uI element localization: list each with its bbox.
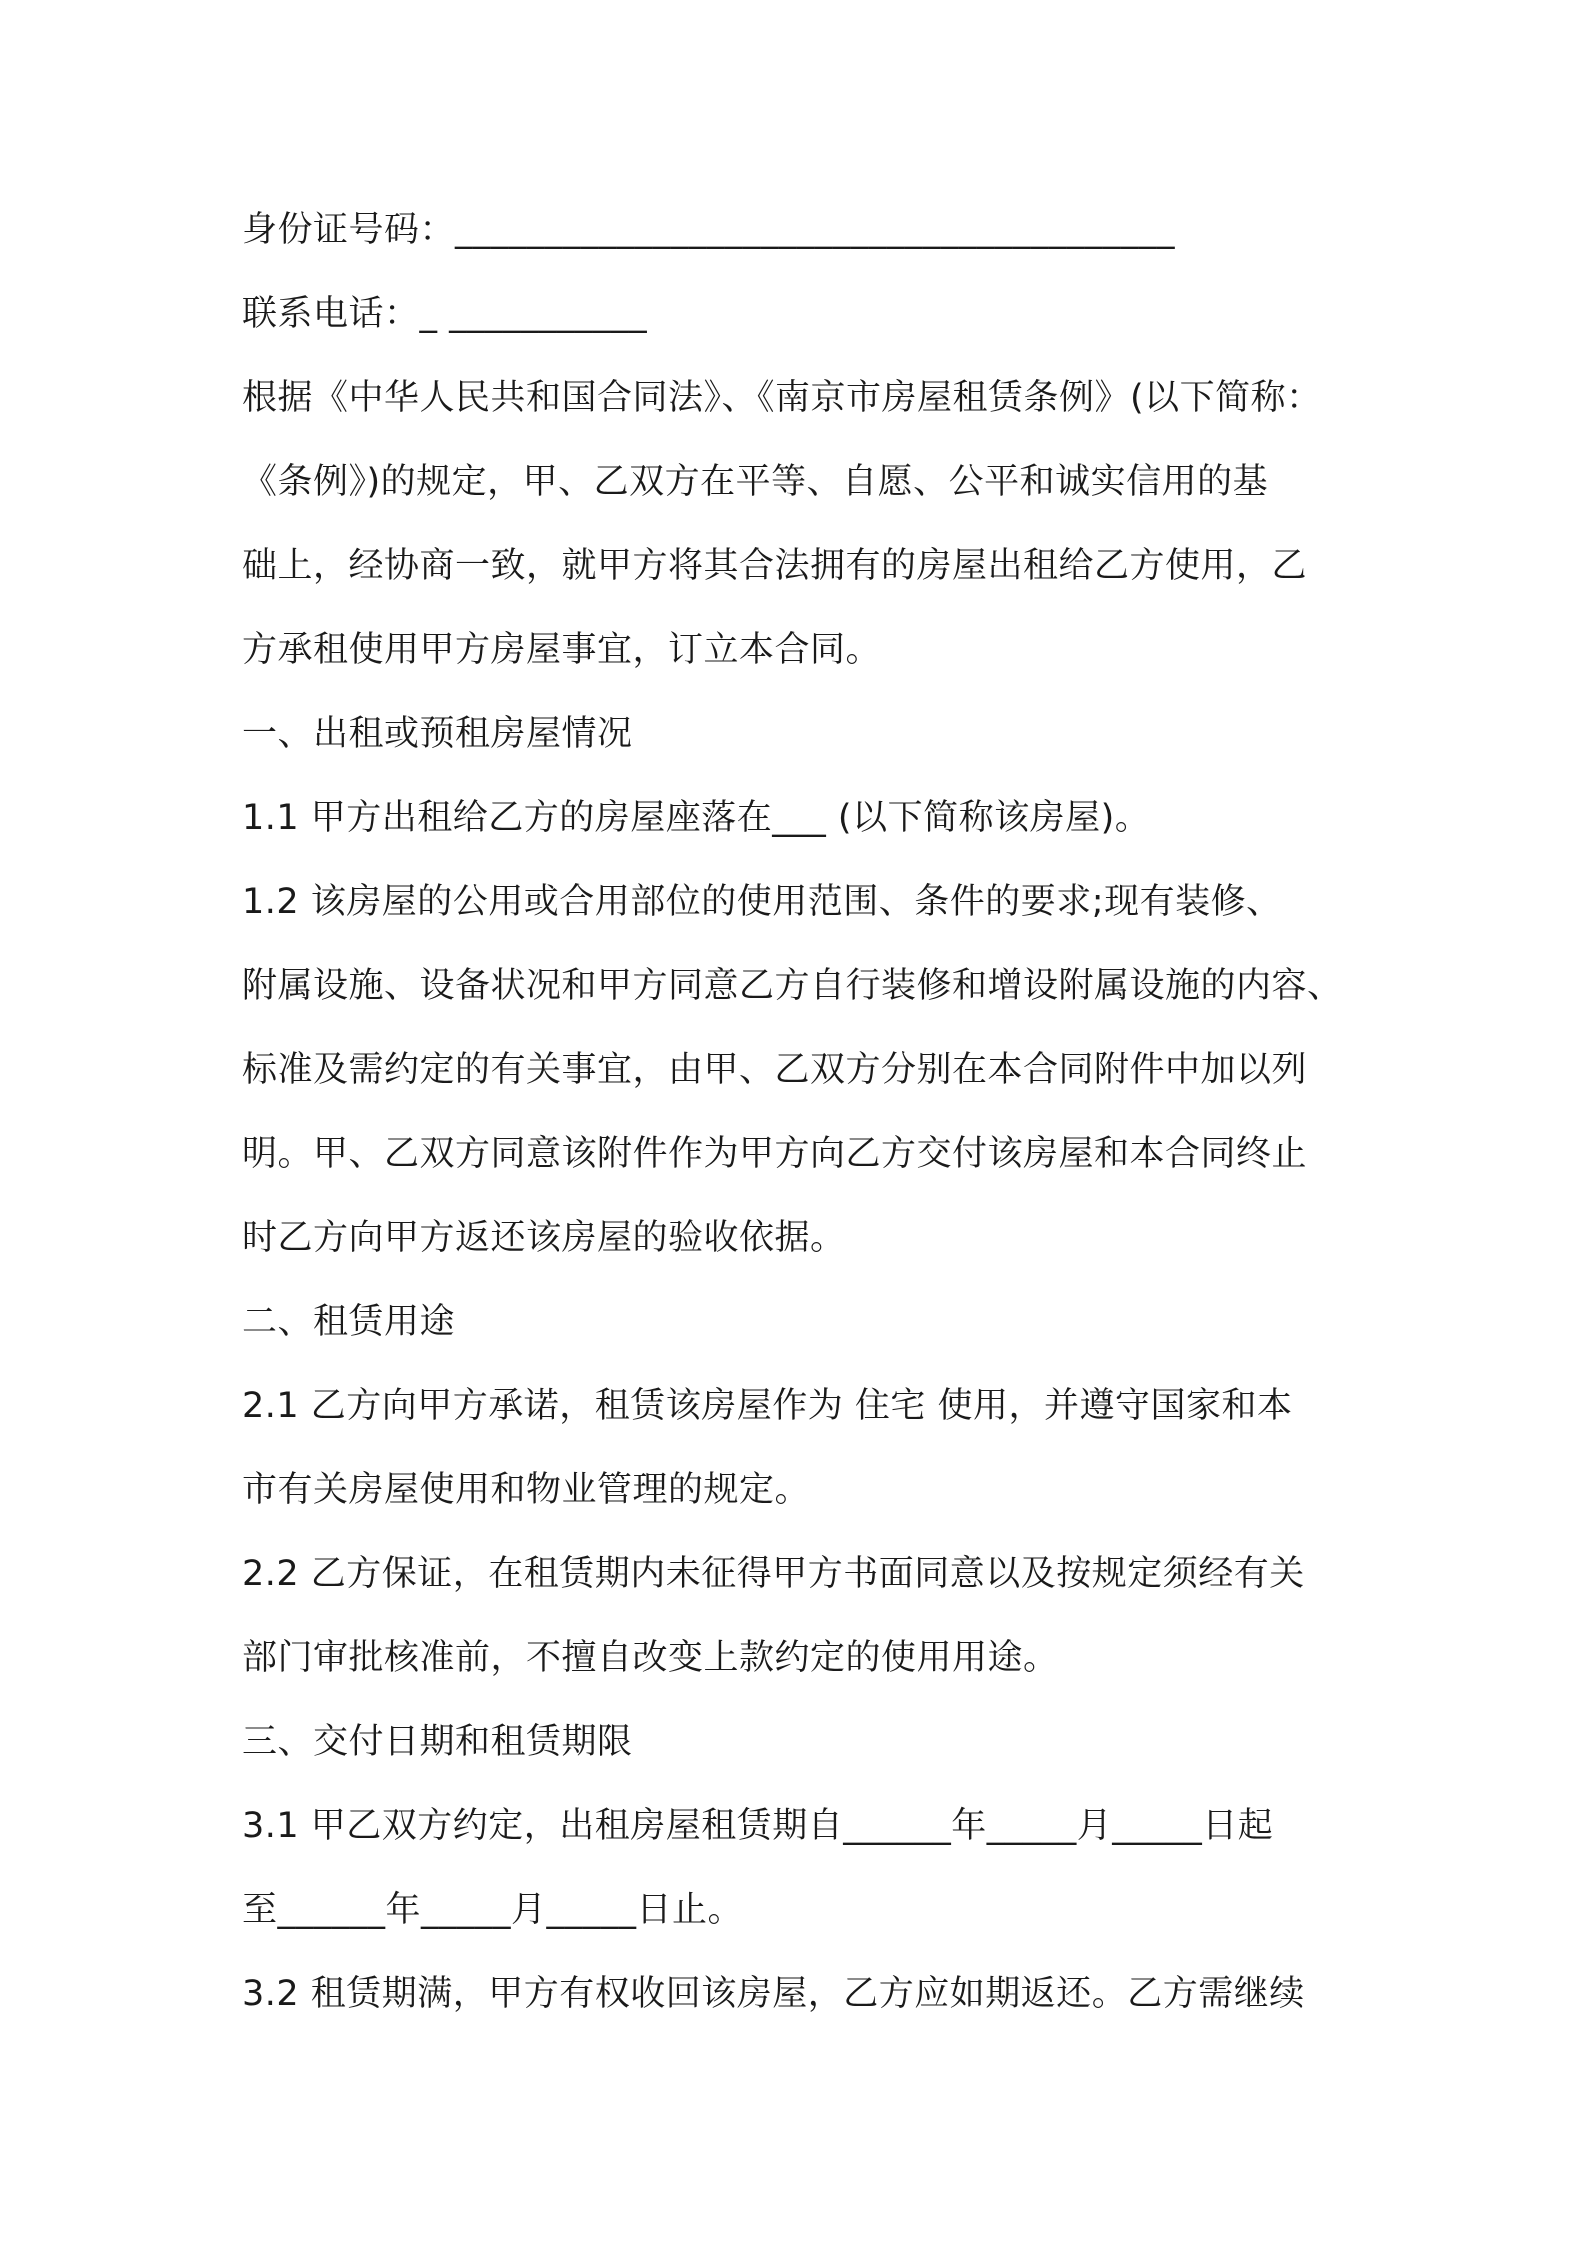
preamble-line: 础上，经协商一致，就甲方将其合法拥有的房屋出租给乙方使用，乙 bbox=[242, 546, 1308, 586]
phone-line: 联系电话：_ ___________ bbox=[242, 294, 648, 334]
preamble-line: 根据《中华人民共和国合同法》、《南京市房屋租赁条例》(以下简称： bbox=[242, 378, 1322, 418]
preamble-line: 方承租使用甲方房屋事宜，订立本合同。 bbox=[242, 630, 882, 670]
clause-line: 1.2 该房屋的公用或合用部位的使用范围、条件的要求;现有装修、 bbox=[242, 882, 1282, 922]
section-heading: 三、交付日期和租赁期限 bbox=[242, 1722, 633, 1762]
clause-line: 附属设施、设备状况和甲方同意乙方自行装修和增设附属设施的内容、 bbox=[242, 966, 1343, 1006]
clause-line: 2.2 乙方保证，在租赁期内未征得甲方书面同意以及按规定须经有关 bbox=[242, 1554, 1305, 1594]
section-heading: 二、租赁用途 bbox=[242, 1302, 456, 1342]
clause-line: 至______年_____月_____日止。 bbox=[242, 1890, 744, 1930]
section-heading: 一、出租或预租房屋情况 bbox=[242, 714, 633, 754]
clause-line: 部门审批核准前，不擅自改变上款约定的使用用途。 bbox=[242, 1638, 1059, 1678]
clause-line: 3.1 甲乙双方约定，出租房屋租赁期自______年_____月_____日起 bbox=[242, 1806, 1274, 1846]
clause-line: 3.2 租赁期满，甲方有权收回该房屋，乙方应如期返还。乙方需继续 bbox=[242, 1974, 1305, 2014]
clause-line: 2.1 乙方向甲方承诺，租赁该房屋作为 住宅 使用，并遵守国家和本 bbox=[242, 1386, 1293, 1426]
clause-line: 标准及需约定的有关事宜，由甲、乙双方分别在本合同附件中加以列 bbox=[242, 1050, 1308, 1090]
contract-page bbox=[242, 198, 1382, 2046]
id-number-line: 身份证号码：________________________________________ bbox=[242, 210, 1176, 250]
clause-line: 时乙方向甲方返还该房屋的验收依据。 bbox=[242, 1218, 846, 1258]
preamble-line: 《条例》)的规定，甲、乙双方在平等、自愿、公平和诚实信用的基 bbox=[242, 462, 1269, 502]
clause-line: 市有关房屋使用和物业管理的规定。 bbox=[242, 1470, 811, 1510]
clause-line: 1.1 甲方出租给乙方的房屋座落在___ (以下简称该房屋)。 bbox=[242, 798, 1151, 838]
clause-line: 明。甲、乙双方同意该附件作为甲方向乙方交付该房屋和本合同终止 bbox=[242, 1134, 1308, 1174]
